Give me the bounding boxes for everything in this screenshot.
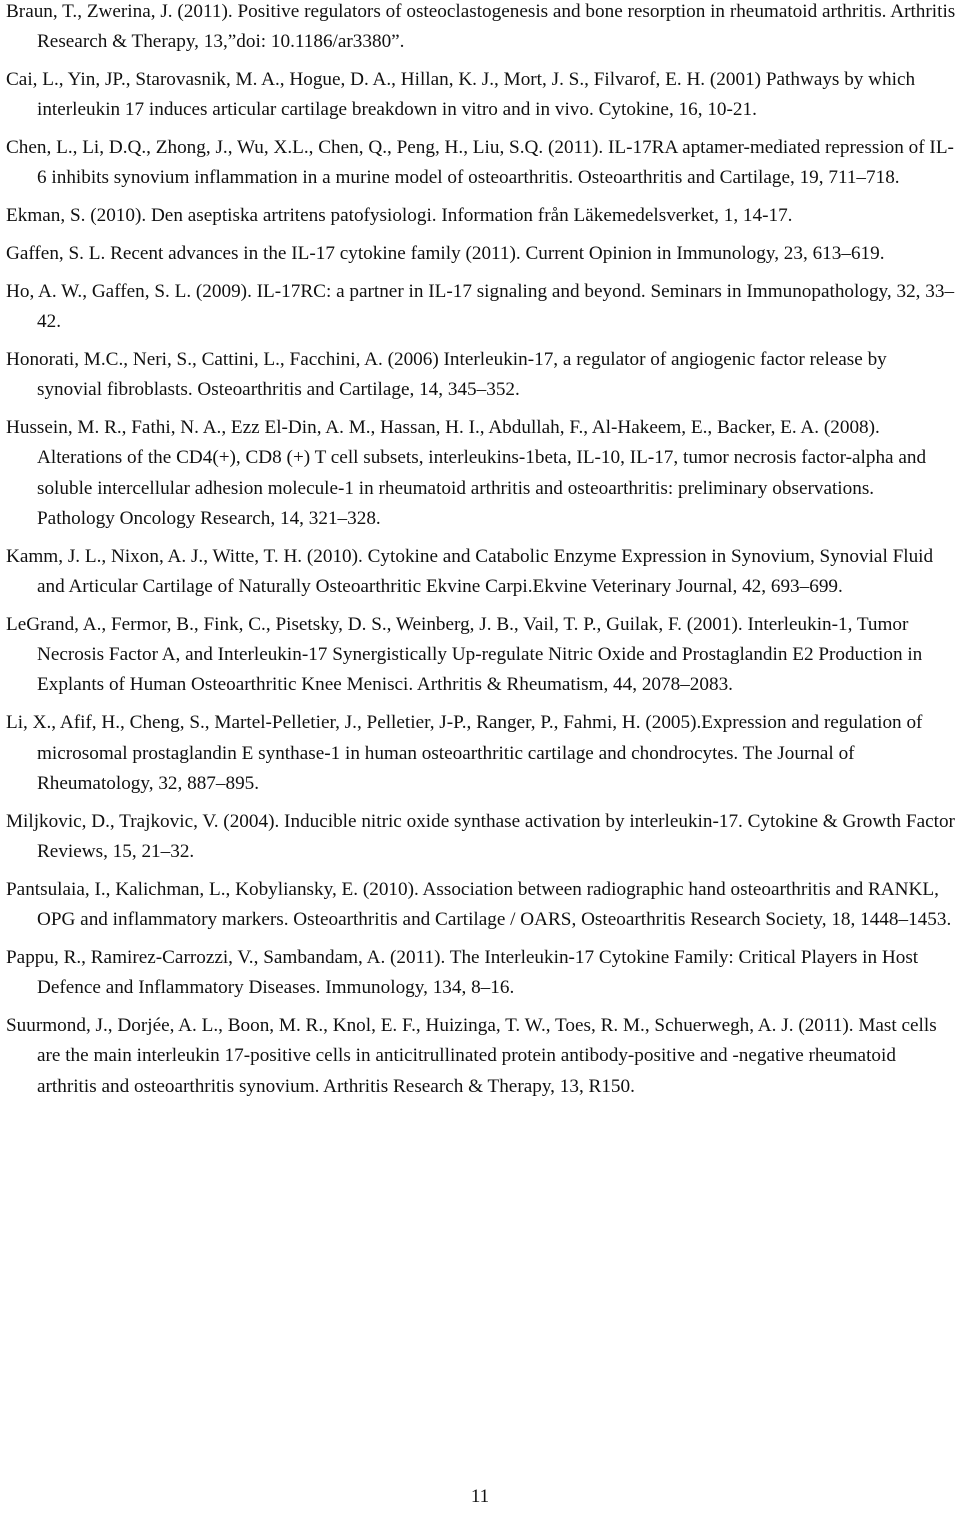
reference-entry-cai: Cai, L., Yin, JP., Starovasnik, M. A., Hogue, D. A., Hillan, K. J., Mort, J. S., Filvarof, E. H. (2001) Pathways by which interleukin 17 induces articular cartilage breakdown in vitro and in vivo. Cytokine, 16, 10‐21. bbox=[6, 69, 916, 121]
reference-entry-braun: Braun, T., Zwerina, J. (2011). Positive regulators of osteoclastogenesis and bone resorption in rheumatoid arthritis. Arthritis Research & Therapy, 13,”doi: 10.1186/ar3380”. bbox=[6, 1, 956, 53]
reference-entry-legrand: LeGrand, A., Fermor, B., Fink, C., Pisetsky, D. S., Weinberg, J. B., Vail, T. P., Guilak, F. (2001). Interleukin-1, Tumor Necrosis Factor A, and Interleukin-17 Synergistically Up-regulate Nitric Oxide and Prostaglandin E2 Production in Explants of Human Osteoarthritic Knee Menisci. Arthritis & Rheumatism, 44, 2078–2083. bbox=[6, 613, 923, 696]
reference-list bbox=[6, 0, 956, 1109]
reference-entry-hussein: Hussein, M. R., Fathi, N. A., Ezz El-Din, A. M., Hassan, H. I., Abdullah, F., Al-Hakeem, E., Backer, E. A. (2008). Alterations of the CD4(+), CD8 (+) T cell subsets, interleukins-1beta, IL-10, IL-17, tumor necrosis factor-alpha and soluble intercellular adhesion molecule-1 in rheumatoid arthritis and osteoarthritis: preliminary observations. Pathology Oncology Research, 14, 321–328. bbox=[6, 417, 927, 529]
reference-entry-gaffen: Gaffen, S. L. Recent advances in the IL-17 cytokine family (2011). Current Opinion in Immunology, 23, 613–619. bbox=[6, 243, 885, 265]
reference-entry-kamm: Kamm, J. L., Nixon, A. J., Witte, T. H. (2010). Cytokine and Catabolic Enzyme Expression in Synovium, Synovial Fluid and Articular Cartilage of Naturally Osteoarthritic Ekvine Carpi.Ekvine Veterinary Journal, 42, 693–699. bbox=[6, 545, 934, 598]
reference-entry-honorati: Honorati, M.C., Neri, S., Cattini, L., Facchini, A. (2006) Interleukin-17, a regulator of angiogenic factor release by synovial fibroblasts. Osteoarthritis and Cartilage, 14, 345–352. bbox=[6, 348, 887, 401]
reference-entry-chen: Chen, L., Li, D.Q., Zhong, J., Wu, X.L., Chen, Q., Peng, H., Liu, S.Q. (2011). IL-17RA aptamer-mediated repression of IL-6 inhibits synovium inflammation in a murine model of osteoarthritis. Osteoarthritis and Cartilage, 19, 711–718. bbox=[6, 137, 954, 189]
reference-entry-pappu: Pappu, R., Ramirez-Carrozzi, V., Sambandam, A. (2011). The Interleukin-17 Cytokine Family: Critical Players in Host Defence and Inflammatory Diseases. Immunology, 134, 8–16. bbox=[6, 946, 919, 999]
reference-entry-ho: Ho, A. W., Gaffen, S. L. (2009). IL-17RC: a partner in IL-17 signaling and beyond. Seminars in Immunopathology, 32, 33–42. bbox=[6, 280, 955, 333]
reference-entry-ekman: Ekman, S. (2010). Den aseptiska artritens patofysiologi. Information från Läkemedelsverket, 1, 14-17. bbox=[6, 205, 793, 227]
page-number: 11 bbox=[470, 1486, 490, 1507]
reference-entry-suurmond: Suurmond, J., Dorjée, A. L., Boon, M. R., Knol, E. F., Huizinga, T. W., Toes, R. M., Schuerwegh, A. J. (2011). Mast cells are the main interleukin 17-positive cells in anticitrullinated protein antibody-positive and -negative rheumatoid arthritis and osteoarthritis synovium. Arthritis Research & Therapy, 13, R150. bbox=[6, 1014, 937, 1097]
reference-entry-miljkovic: Miljkovic, D., Trajkovic, V. (2004). Inducible nitric oxide synthase activation by interleukin-17. Cytokine & Growth Factor Reviews, 15, 21–32. bbox=[6, 810, 955, 862]
reference-entry-pantsulaia: Pantsulaia, I., Kalichman, L., Kobyliansky, E. (2010). Association between radiographic hand osteoarthritis and RANKL, OPG and inflammatory markers. Osteoarthritis and Cartilage / OARS, Osteoarthritis Research Society, 18, 1448–1453. bbox=[6, 878, 952, 931]
reference-entry-li: Li, X., Afif, H., Cheng, S., Martel-Pelletier, J., Pelletier, J-P., Ranger, P., Fahmi, H. (2005).Expression and regulation of microsomal prostaglandin E synthase-1 in human osteoarthritic cartilage and chondrocytes. The Journal of Rheumatology, 32, 887–895. bbox=[6, 712, 923, 794]
